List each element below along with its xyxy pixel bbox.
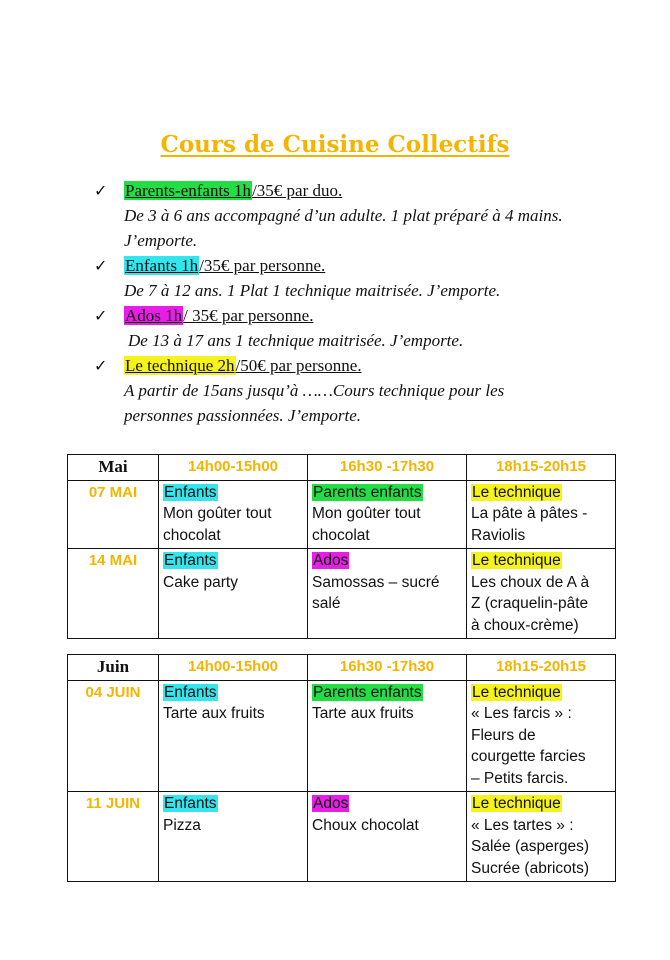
course-description: chocolat: [163, 526, 221, 544]
session-date: 07 MAI: [68, 480, 159, 549]
session-cell: [308, 480, 467, 549]
course-label: Le technique: [472, 483, 561, 501]
course-description: Choux chocolat: [312, 816, 419, 834]
course-description: La pâte à pâtes -: [471, 505, 588, 522]
session-date: 14 MAI: [68, 549, 159, 639]
schedule-table-mai: [67, 454, 616, 639]
course-label: Enfants: [164, 552, 217, 569]
session-cell: [308, 792, 467, 882]
page-title: Cours de Cuisine Collectifs: [160, 131, 510, 158]
table-header-row: [68, 655, 616, 681]
course-description: Cake party: [163, 573, 238, 591]
offer-ados: [94, 303, 634, 353]
offer-description: De 3 à 6 ans accompagné d’un adulte. 1 plat préparé à 4 mains.: [124, 206, 563, 225]
offer-description: De 13 à 17 ans 1 technique maitrisée. J’emporte.: [128, 331, 464, 350]
table-row: [68, 549, 616, 639]
course-description: courgette farcies: [471, 748, 586, 765]
course-description: Pizza: [163, 816, 201, 834]
session-cell: [159, 792, 308, 882]
course-description: Les choux de A à: [471, 573, 590, 591]
course-description: salé: [312, 595, 341, 612]
table-row: [68, 792, 616, 882]
session-cell: [467, 549, 616, 639]
session-cell: [467, 680, 616, 792]
offer-parents-enfants: [94, 178, 634, 253]
course-label: Le technique: [472, 552, 561, 569]
course-label: Parents enfants: [313, 483, 422, 501]
offer-name: Le technique 2h: [125, 356, 235, 375]
time-slot: 16h30 -17h30: [308, 655, 467, 681]
time-slot: 14h00-15h00: [159, 455, 308, 481]
course-description: Fleurs de: [471, 726, 536, 744]
offer-description: J’emporte.: [124, 231, 198, 250]
checkmark-icon: ✓: [94, 306, 108, 325]
session-cell: [308, 680, 467, 792]
table-header-row: [68, 455, 616, 481]
time-slot: 14h00-15h00: [159, 655, 308, 681]
offer-price: /35€ par duo.: [252, 181, 343, 200]
offer-price: /35€ par personne.: [199, 256, 326, 275]
session-cell: [159, 549, 308, 639]
course-description: – Petits farcis.: [471, 769, 569, 787]
course-description: à choux-crème): [471, 616, 579, 634]
offer-name: Enfants 1h: [125, 256, 199, 275]
checkmark-icon: ✓: [94, 181, 108, 200]
session-cell: [159, 680, 308, 792]
table-row: [68, 480, 616, 549]
offer-le-technique: [94, 353, 634, 428]
time-slot: 16h30 -17h30: [308, 455, 467, 481]
course-description: Mon goûter tout: [312, 505, 421, 522]
course-label: Ados: [313, 795, 349, 812]
offer-name: Parents-enfants 1h: [125, 181, 252, 200]
course-description: Mon goûter tout: [163, 505, 272, 522]
course-description: Salée (asperges): [471, 838, 590, 855]
session-cell: [467, 480, 616, 549]
course-label: Enfants: [164, 795, 217, 812]
course-label: Ados: [313, 552, 349, 569]
course-description: Tarte aux fruits: [312, 705, 414, 722]
course-label: Le technique: [472, 683, 561, 701]
session-cell: [308, 549, 467, 639]
time-slot: 18h15-20h15: [467, 455, 616, 481]
course-description: Samossas – sucré: [312, 573, 440, 591]
course-description: Raviolis: [471, 526, 526, 544]
course-description: Tarte aux fruits: [163, 705, 265, 722]
time-slot: 18h15-20h15: [467, 655, 616, 681]
offer-price: /50€ par personne.: [235, 356, 362, 375]
month-label: Juin: [68, 655, 159, 681]
course-label: Enfants: [164, 683, 217, 701]
course-label: Enfants: [164, 483, 217, 501]
course-description: chocolat: [312, 526, 370, 544]
offer-description: A partir de 15ans jusqu’à ……Cours technique pour les: [124, 381, 505, 400]
offer-description: De 7 à 12 ans. 1 Plat 1 technique maitrisée. J’emporte.: [124, 281, 501, 300]
offer-description: personnes passionnées. J’emporte.: [124, 406, 362, 425]
month-label: Mai: [68, 455, 159, 481]
offers-list: [94, 178, 634, 428]
schedule-table-juin: [67, 654, 616, 882]
table-row: [68, 680, 616, 792]
session-cell: [467, 792, 616, 882]
offer-enfants: [94, 253, 634, 303]
course-label: Le technique: [472, 795, 561, 812]
course-description: Sucrée (abricots): [471, 859, 590, 877]
session-date: 11 JUIN: [68, 792, 159, 882]
course-description: « Les farcis » :: [471, 705, 572, 722]
offer-name: Ados 1h: [125, 306, 183, 325]
session-date: 04 JUIN: [68, 680, 159, 792]
course-description: Z (craquelin-pâte: [471, 595, 589, 612]
offer-price: / 35€ par personne.: [183, 306, 314, 325]
checkmark-icon: ✓: [94, 256, 108, 275]
course-label: Parents enfants: [313, 683, 422, 701]
course-description: « Les tartes » :: [471, 816, 574, 834]
checkmark-icon: ✓: [94, 356, 108, 375]
session-cell: [159, 480, 308, 549]
